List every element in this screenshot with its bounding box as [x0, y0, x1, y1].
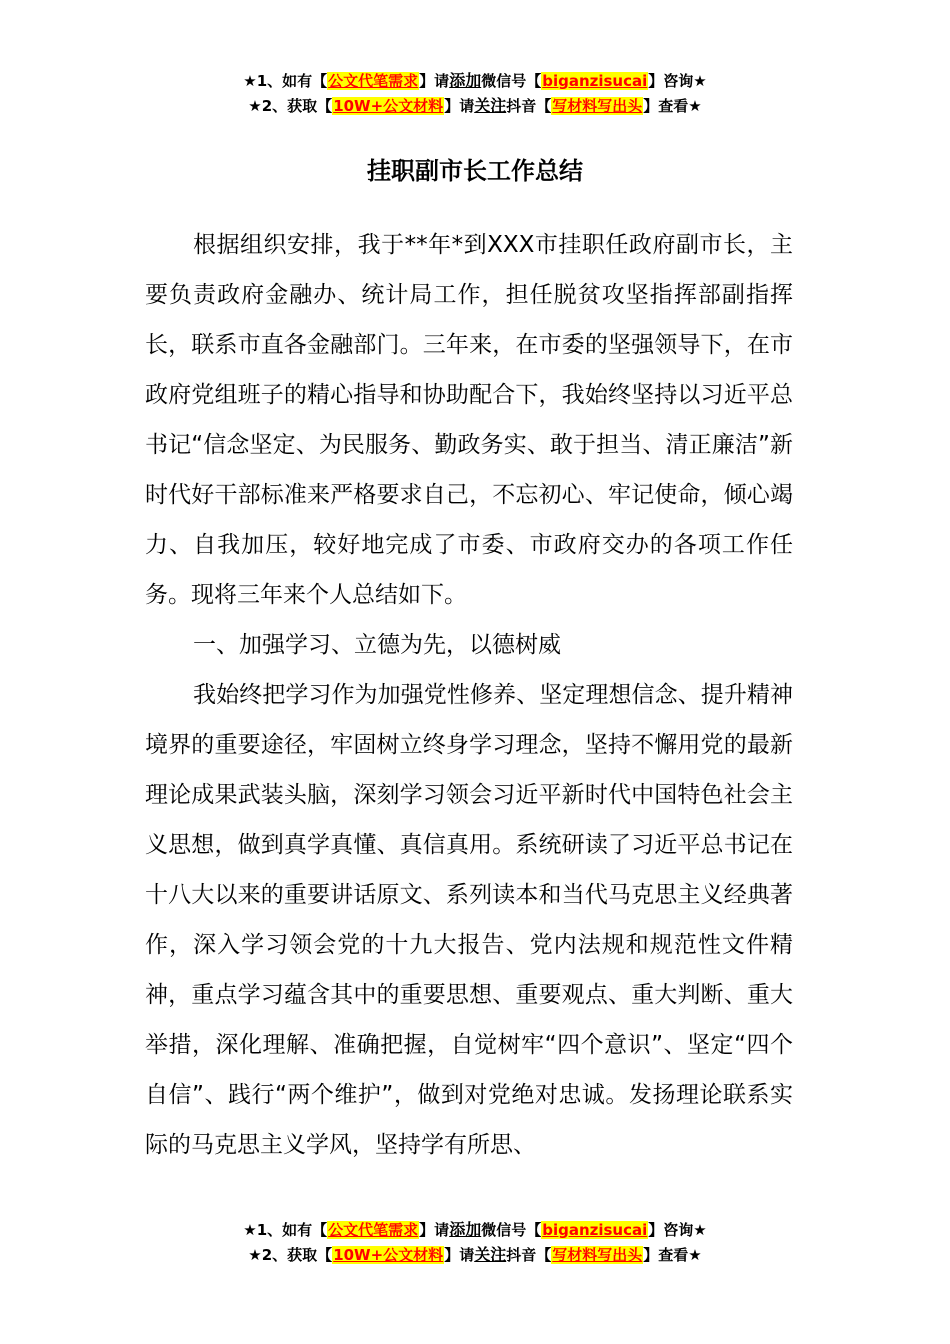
highlight-wechat-id: biganzisucai [542, 1221, 648, 1239]
highlight-materials: 10W+公文材料 [333, 1246, 444, 1264]
highlight-ghostwriting: 公文代笔需求 [328, 1221, 419, 1239]
footer-line-1: ★1、如有【公文代笔需求】请添加微信号【biganzisucai】咨询★ [243, 1220, 707, 1239]
emphasis-add: 添加 [449, 1220, 482, 1239]
highlight-douyin: 写材料写出头 [552, 97, 643, 115]
section-heading-1: 一、加强学习、立德为先，以德树威 [193, 632, 561, 658]
footer-banner [0, 1217, 950, 1267]
emphasis-follow: 关注 [474, 96, 507, 115]
banner-line-1: ★1、如有【公文代笔需求】请添加微信号【biganzisucai】咨询★ [243, 71, 707, 90]
header-banner [0, 68, 950, 118]
document-title: 挂职副市长工作总结 [367, 157, 583, 185]
paragraph-study: 我始终把学习作为加强党性修养、坚定理想信念、提升精神境界的重要途径，牢固树立终身学习理念，坚持不懈用党的最新理论成果武装头脑，深刻学习领会习近平新时代中国特色社会主义思想，做到真学真懂、真信真用。系统研读了习近平总书记在十八大以来的重要讲话原文、系列读本和当代马克思主义经典著作，深入学习领会党的十九大报告、党内法规和规范性文件精神，重点学习蕴含其中的重要思想、重要观点、重大判断、重大举措，深化理解、准确把握，自觉树牢“四个意识”、坚定“四个自信”、践行“两个维护”，做到对党绝对忠诚。发扬理论联系实际的马克思主义学风，坚持学有所思、 [145, 682, 793, 1158]
highlight-ghostwriting: 公文代笔需求 [328, 72, 419, 90]
highlight-materials: 10W+公文材料 [333, 97, 444, 115]
paragraph-intro: 根据组织安排，我于**年*到XXX市挂职任政府副市长，主要负责政府金融办、统计局工作，担任脱贫攻坚指挥部副指挥长，联系市直各金融部门。三年来，在市委的坚强领导下，在市政府党组班子的精心指导和协助配合下，我始终坚持以习近平总书记“信念坚定、为民服务、勤政务实、敢于担当、清正廉洁”新时代好干部标准来严格要求自己，不忘初心、牢记使命，倾心竭力、自我加压，较好地完成了市委、市政府交办的各项工作任务。现将三年来个人总结如下。 [145, 232, 793, 608]
highlight-wechat-id: biganzisucai [542, 72, 648, 90]
footer-line-2: ★2、获取【10W+公文材料】请关注抖音【写材料写出头】查看★ [248, 1245, 702, 1264]
emphasis-follow: 关注 [474, 1245, 507, 1264]
document-body [145, 220, 793, 1170]
highlight-douyin: 写材料写出头 [552, 1246, 643, 1264]
emphasis-add: 添加 [449, 71, 482, 90]
banner-line-2: ★2、获取【10W+公文材料】请关注抖音【写材料写出头】查看★ [248, 96, 702, 115]
